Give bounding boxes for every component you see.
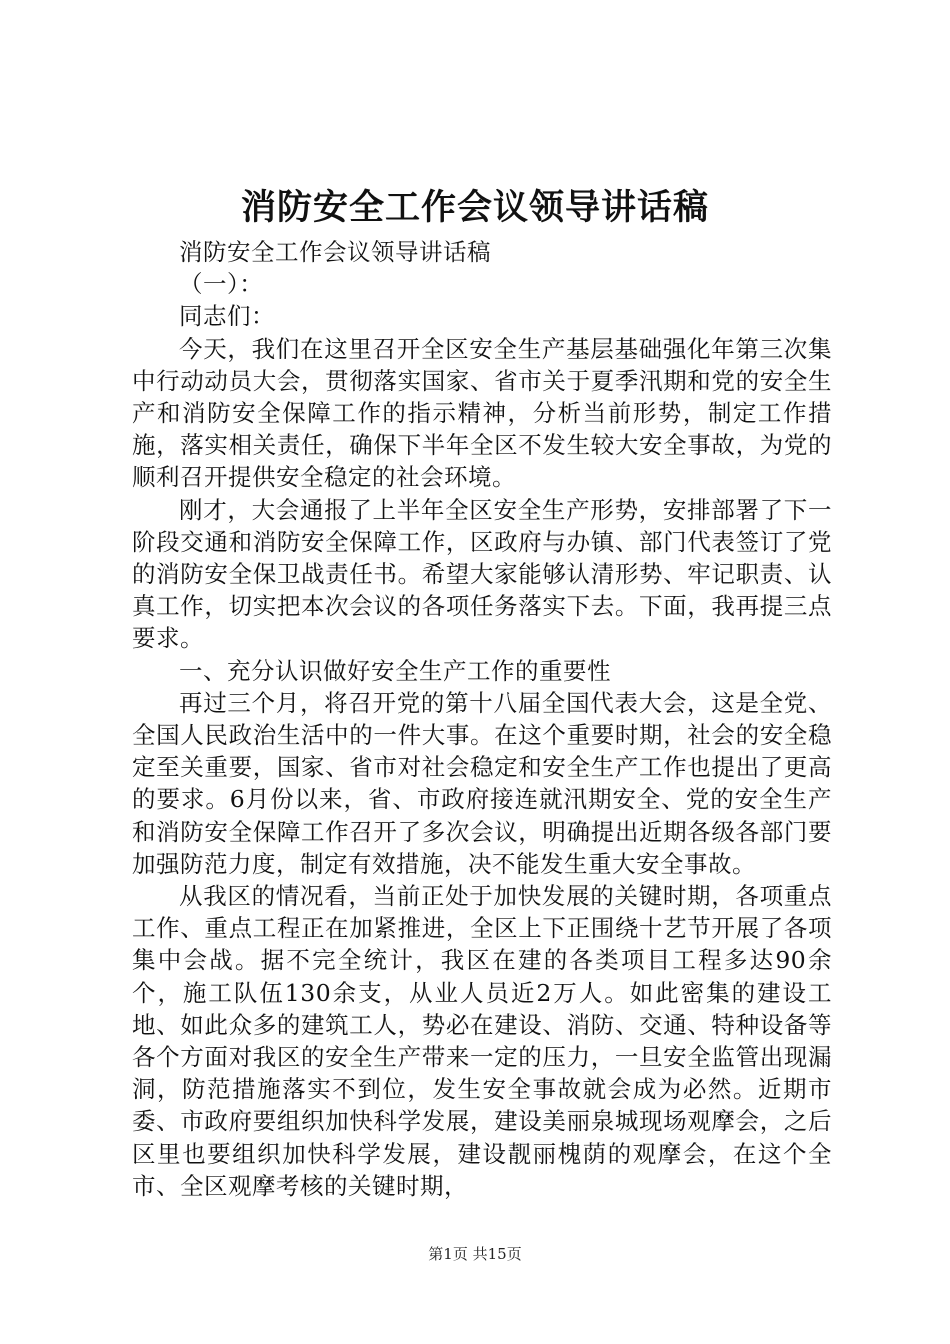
page-number-footer: 第1页 共15页 (428, 1245, 522, 1263)
salutation: 同志们： (179, 302, 275, 331)
document-title: 消防安全工作会议领导讲话稿 (240, 187, 709, 228)
body-paragraph: 再过三个月，将召开党的第十八届全国代表大会，这是全党、全国人民政治生活中的一件大事。在这个重要时期，社会的安全稳定至关重要，国家、省市对社会稳定和安全生产工作也提出了更高的要求。6月份以来，省、市政府接连就汛期安全、党的安全生产和消防安全保障工作召开了多次会议，明确提出近期各级各部门要加强防范力度，制定有效措施，决不能发生重大安全事故。 (132, 688, 832, 878)
subtitle-paragraph: 消防安全工作会议领导讲话稿 (179, 238, 491, 266)
body-paragraph: 刚才，大会通报了上半年全区安全生产形势，安排部署了下一阶段交通和消防安全保障工作，区政府与办镇、部门代表签订了党的消防安全保卫战责任书。希望大家能够认清形势、牢记职责、认真工作，切实把本次会议的各项任务落实下去。下面，我再提三点要求。 (132, 495, 832, 653)
section-heading: 一、充分认识做好安全生产工作的重要性 (179, 656, 611, 685)
document-body (132, 236, 832, 1202)
body-paragraph: 从我区的情况看，当前正处于加快发展的关键时期，各项重点工作、重点工程正在加紧推进，全区上下正围绕十艺节开展了各项集中会战。据不完全统计，我区在建的各类项目工程多达90余个，施工队伍130余支，从业人员近2万人。如此密集的建设工地、如此众多的建筑工人，势必在建设、消防、交通、特种设备等各个方面对我区的安全生产带来一定的压力，一旦安全监管出现漏洞，防范措施落实不到位，发生安全事故就会成为必然。近期市委、市政府要组织加快科学发展，建设美丽泉城现场观摩会，之后区里也要组织加快科学发展，建设靓丽槐荫的观摩会，在这个全市、全区观摩考核的关键时期， (132, 882, 832, 1200)
section-number: （一）： (179, 270, 264, 299)
body-paragraph: 今天，我们在这里召开全区安全生产基层基础强化年第三次集中行动动员大会，贯彻落实国家、省市关于夏季汛期和党的安全生产和消防安全保障工作的指示精神，分析当前形势，制定工作措施，落实相关责任，确保下半年全区不发生较大安全事故，为党的顺利召开提供安全稳定的社会环境。 (132, 334, 832, 492)
